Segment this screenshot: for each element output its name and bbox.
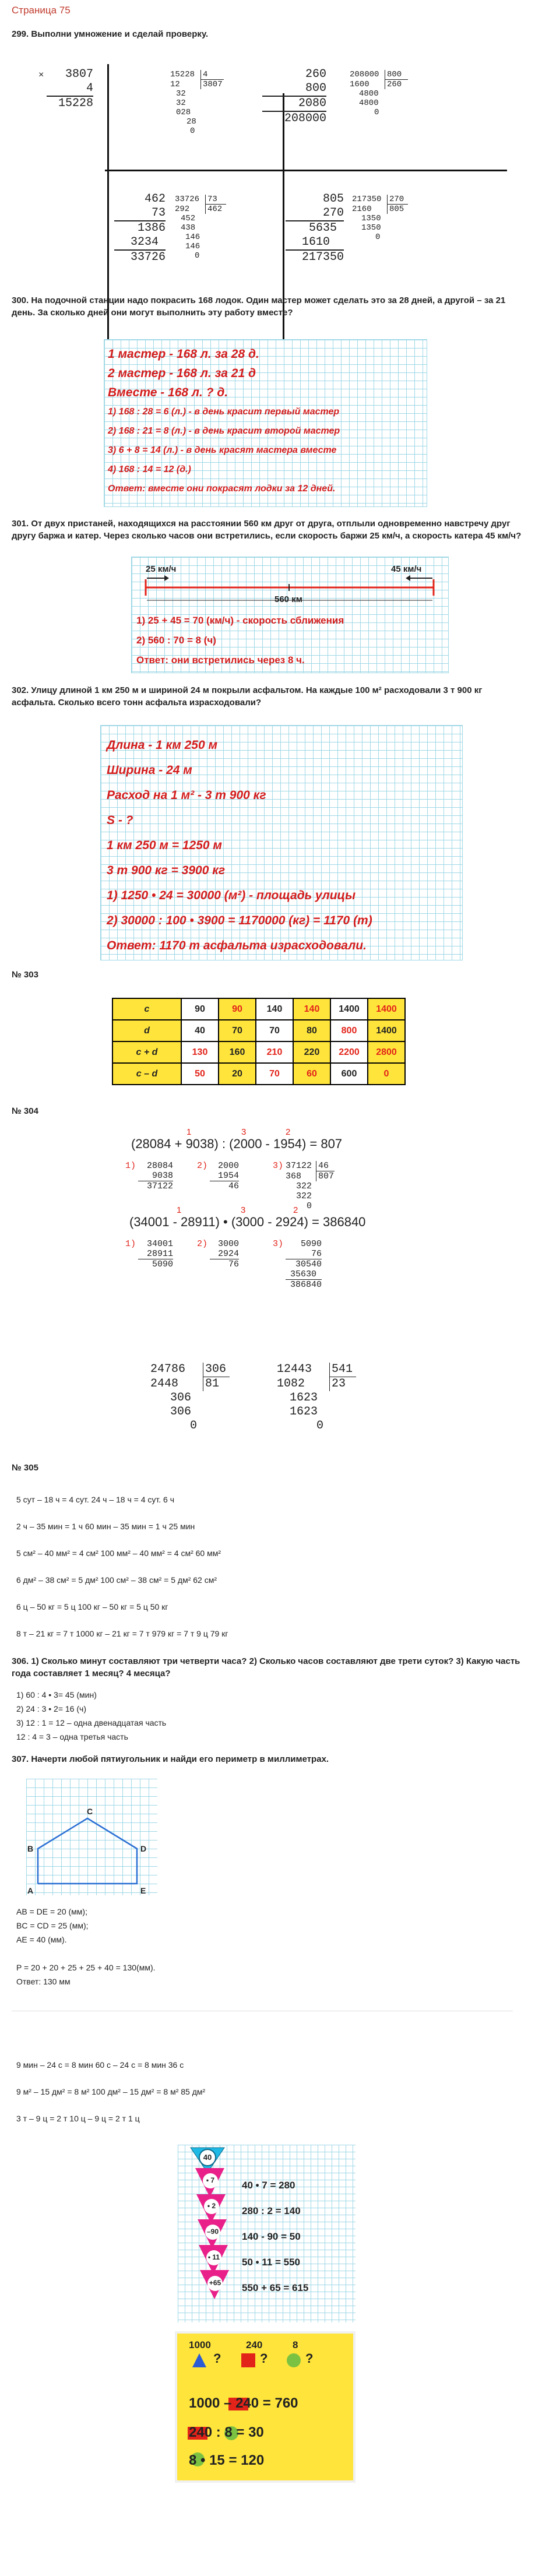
line: Ответ: они встретились через 8 ч. [136, 654, 305, 666]
cell: 1400 [330, 998, 368, 1020]
step: 306 [170, 1405, 192, 1419]
line: Вместе - 168 л. ? д. [108, 386, 228, 399]
vertex-label: A [27, 1886, 34, 1895]
step: 1623 [290, 1405, 318, 1419]
factor-a: 462 [144, 192, 166, 206]
term: 2000 [218, 1161, 240, 1171]
quotient: 260 [385, 80, 402, 89]
product: 15228 [58, 97, 93, 110]
calc-2a [125, 1239, 173, 1269]
cell: 600 [330, 1063, 368, 1085]
chain-op: –90 [206, 2227, 219, 2236]
cell: 130 [181, 1041, 219, 1063]
result: 5090 [152, 1259, 174, 1269]
product: 33726 [114, 249, 166, 265]
chain-results [242, 2173, 308, 2301]
line: Ответ: 1170 т асфальта израсходовали. [107, 939, 367, 952]
solution-lines [104, 340, 427, 503]
calc-1a [125, 1161, 173, 1191]
task-302-header: 302. Улицу длиной 1 км 250 м и шириной 24 м покрыли асфальтом. На каждые 100 м² расходовали 3 т 900 кг асфальта. Сколько всего тонн асфальта израсходовали? [12, 685, 483, 708]
factor-b: 4 [47, 82, 93, 97]
task-302-solution [100, 725, 463, 960]
quotient: 805 [387, 205, 404, 214]
top-value: 8 [293, 2339, 298, 2350]
result: 76 [228, 1259, 240, 1269]
calc-1b [197, 1161, 239, 1191]
term: 1954 [210, 1171, 239, 1181]
pentagon-figure [26, 1779, 157, 1895]
task-301-header: 301. От двух пристаней, находящихся на расстоянии 560 км друг от друга, отплыли одновременно навстречу друг другу баржа и катер. Через сколько часов они встретились, если скорость баржи 25 км/ч, а скорость катера 45 км/ч? [12, 519, 522, 541]
order-mark: 3 [241, 1205, 246, 1215]
step: 2160 [352, 205, 372, 214]
task-304-header: № 304 [12, 1106, 38, 1116]
chain-op: +65 [209, 2279, 221, 2287]
step-index: 1) [125, 1161, 136, 1171]
quotient: 81 [203, 1377, 219, 1391]
top-value: 1000 [189, 2339, 211, 2350]
line: 2) 168 : 21 = 8 (л.) - в день красит второй мастер [108, 426, 340, 436]
task-305-header: № 305 [12, 1463, 38, 1473]
divisor: 46 [316, 1161, 335, 1171]
div-5 [150, 1363, 230, 1433]
line: 140 - 90 = 50 [242, 2231, 301, 2242]
line: 1 мастер - 168 л. за 28 д. [108, 347, 259, 361]
step: 1350 [361, 223, 381, 233]
expression-2: (34001 - 28911) • (3000 - 2924) = 386840 [129, 1215, 366, 1229]
step: 146 [185, 233, 200, 242]
cell: 50 [181, 1063, 219, 1085]
term: 2924 [210, 1249, 239, 1259]
partial: 35630 [286, 1269, 322, 1280]
line: 1 км 250 м = 1250 м [107, 839, 222, 852]
partial: 3234 [130, 235, 159, 249]
task-300-solution [104, 339, 427, 507]
line: 550 + 65 = 615 [242, 2282, 309, 2293]
dividend: 37122 [286, 1161, 312, 1171]
partial: 1386 [137, 221, 166, 235]
step-index: 3) [273, 1161, 284, 1171]
chain-op: • 2 [207, 2202, 216, 2210]
cell: 1400 [368, 1020, 405, 1041]
factor-b: 270 [286, 206, 344, 221]
result: 37122 [147, 1181, 174, 1191]
order-mark: 2 [286, 1127, 291, 1137]
cell: 800 [330, 1020, 368, 1041]
step-index: 2) [197, 1161, 208, 1171]
row-label: c [112, 998, 181, 1020]
term: 28084 [147, 1161, 174, 1171]
distance-label: 560 км [274, 594, 302, 604]
product: 217350 [286, 249, 344, 265]
step: 1623 [290, 1391, 318, 1405]
factor-b: 800 [262, 82, 326, 97]
mult-2 [262, 68, 326, 126]
cell: 2800 [368, 1041, 405, 1063]
symbol-puzzle [175, 2331, 356, 2483]
line: 2) 30000 : 100 • 3900 = 1170000 (кг) = 1170 (т) [107, 914, 372, 927]
cell: 140 [293, 998, 330, 1020]
mult-1 [47, 68, 93, 111]
line: 9 мин – 24 с = 8 мин 60 с – 24 с = 8 мин 36 с [16, 2060, 184, 2070]
step: 322 [296, 1181, 312, 1191]
step: 0 [307, 1201, 312, 1211]
partial: 30540 [295, 1259, 322, 1269]
vertex-label: E [140, 1886, 146, 1895]
step: 32 [176, 89, 186, 98]
partial: 1610 [301, 235, 330, 249]
term: 28911 [138, 1249, 173, 1259]
line: 1) 60 : 4 • 3= 45 (мин) [16, 1690, 97, 1699]
partial: 5635 [308, 221, 337, 235]
task-307-lines [16, 1905, 156, 1989]
divisor: 800 [385, 70, 408, 80]
line: Расход на 1 м² - 3 т 900 кг [107, 789, 266, 802]
cell: 2200 [330, 1041, 368, 1063]
step: 0 [374, 108, 379, 117]
step-index: 1) [125, 1239, 136, 1249]
task-306-header: 306. 1) Сколько минут составляют три четверти часа? 2) Сколько часов составляют две трети суток? 3) Какую часть года составляет 1 месяц? 4 месяца? [12, 1656, 520, 1678]
line: 5 см² – 40 мм² = 4 см² 100 мм² – 40 мм² = 4 см² 60 мм² [16, 1549, 221, 1558]
line: 2) 24 : 3 • 2= 16 (ч) [16, 1704, 86, 1713]
pentagon-drawing [26, 1779, 157, 1895]
cell: 20 [219, 1063, 256, 1085]
line: 1) 1250 • 24 = 30000 (м²) - площадь улицы [107, 889, 356, 902]
cell: 0 [368, 1063, 405, 1085]
line: 8 т – 21 кг = 7 т 1000 кг – 21 кг = 7 т 979 кг = 7 т 9 ц 79 кг [16, 1629, 228, 1638]
step: 32 [176, 98, 186, 108]
task-303-header: № 303 [12, 970, 38, 980]
cell: 220 [293, 1041, 330, 1063]
table-303 [112, 998, 406, 1085]
step: 368 [286, 1171, 302, 1181]
line: 2 ч – 35 мин = 1 ч 60 мин – 35 мин = 1 ч 25 мин [16, 1522, 195, 1531]
line: Ответ: 130 мм [16, 1977, 71, 1986]
line: 280 : 2 = 140 [242, 2205, 301, 2216]
cell: 160 [219, 1041, 256, 1063]
step: 438 [181, 223, 196, 233]
line: Длина - 1 км 250 м [107, 738, 218, 752]
product: 208000 [262, 111, 326, 126]
line: P = 20 + 20 + 25 + 25 + 40 = 130(мм). [16, 1963, 156, 1972]
page-title: Страница 75 [12, 5, 71, 16]
term: 76 [286, 1249, 322, 1259]
table-row [112, 1041, 405, 1063]
step: 0 [195, 251, 200, 261]
task-300-header: 300. На подочной станции надо покрасить 168 лодок. Один мастер может сделать это за 28 дней, а другой – за 21 день. За сколько дней они могут выполнить эту работу вместе? [12, 295, 506, 318]
task-305-lines [16, 1486, 228, 1647]
question-mark: ? [305, 2351, 314, 2366]
table-row [112, 1063, 405, 1085]
vertex-label: D [140, 1844, 147, 1853]
question-mark: ? [213, 2351, 221, 2366]
table-row [112, 998, 405, 1020]
line: 3 т – 9 ц = 2 т 10 ц – 9 ц = 2 т 1 ц [16, 2114, 140, 2123]
step: 306 [170, 1391, 192, 1405]
dividend: 217350 [352, 195, 382, 204]
cell: 140 [256, 998, 293, 1020]
line: S - ? [107, 814, 133, 827]
calc-2b [197, 1239, 239, 1269]
line: Ширина - 24 м [107, 763, 192, 777]
step: 0 [316, 1419, 324, 1433]
cell: 70 [256, 1020, 293, 1041]
divisor: 4 [200, 70, 224, 80]
factor-b: 73 [114, 206, 166, 221]
top-value: 240 [246, 2339, 263, 2350]
puzzle-row: 1000 – 240 = 760 [189, 2395, 298, 2411]
step-index: 3) [273, 1239, 284, 1249]
dividend: 208000 [350, 70, 379, 79]
step: 2448 [150, 1377, 179, 1391]
line: 40 • 7 = 280 [242, 2180, 295, 2191]
div-2 [350, 70, 408, 117]
vertex-label: C [87, 1807, 93, 1816]
step: 0 [190, 126, 195, 136]
step: 0 [375, 233, 381, 242]
line: 3) 12 : 1 = 12 – одна двенадцатая часть [16, 1718, 167, 1727]
step: 452 [181, 214, 196, 223]
step: 12 [170, 80, 180, 89]
speed-label-1: 25 км/ч [146, 564, 177, 574]
step: 4800 [359, 89, 379, 98]
step: 028 [176, 108, 191, 117]
cell: 90 [181, 998, 219, 1020]
term: 9038 [138, 1171, 173, 1181]
quotient: 462 [205, 205, 222, 214]
extra-lines [16, 2051, 205, 2132]
line: 6 дм² – 38 см² = 5 дм² 100 см² – 38 см² = 5 дм² 62 см² [16, 1575, 217, 1585]
expression-1: (28084 + 9038) : (2000 - 1954) = 807 [131, 1136, 343, 1151]
chain-start: 40 [203, 2153, 212, 2162]
div-4 [352, 195, 408, 242]
cell: 70 [256, 1063, 293, 1085]
div-1 [170, 70, 224, 136]
partial: 2080 [298, 97, 326, 110]
order-mark: 2 [293, 1205, 298, 1215]
div-6 [277, 1363, 356, 1433]
line: 12 : 4 = 3 – одна третья часть [16, 1732, 128, 1741]
step: 4800 [359, 98, 379, 108]
calc-1c [273, 1161, 335, 1211]
cell: 60 [293, 1063, 330, 1085]
div-3 [175, 195, 226, 261]
dividend: 33726 [175, 195, 200, 204]
divisor: 306 [203, 1363, 230, 1377]
line: 2) 560 : 70 = 8 (ч) [136, 635, 216, 646]
line [16, 1947, 156, 1961]
order-mark: 1 [177, 1205, 182, 1215]
horizontal-divider [105, 170, 507, 171]
step: 146 [185, 242, 200, 251]
row-label: c – d [112, 1063, 181, 1085]
step: 292 [175, 205, 190, 214]
divisor: 270 [387, 195, 408, 205]
chain-op: • 7 [206, 2176, 215, 2184]
step: 1600 [350, 80, 369, 89]
cell: 90 [219, 998, 256, 1020]
cell: 40 [181, 1020, 219, 1041]
order-mark: 3 [241, 1127, 247, 1137]
step: 1350 [361, 214, 381, 223]
task-301-solution [131, 557, 449, 673]
chain-exercise [178, 2145, 356, 2322]
line: 3 т 900 кг = 3900 кг [107, 864, 226, 877]
task-306-lines [16, 1688, 166, 1744]
line: 6 ц – 50 кг = 5 ц 100 кг – 50 кг = 5 ц 50 кг [16, 1602, 168, 1611]
step: 0 [190, 1419, 198, 1433]
mult-4 [286, 192, 344, 265]
puzzle-row: 8 • 15 = 120 [189, 2452, 265, 2468]
times-sign: × [38, 70, 44, 80]
line: BC = CD = 25 (мм); [16, 1921, 89, 1930]
speed-label-2: 45 км/ч [391, 564, 422, 574]
line: 50 • 11 = 550 [242, 2257, 301, 2268]
result: 386840 [290, 1280, 322, 1290]
term: 34001 [147, 1239, 174, 1249]
result: 46 [228, 1181, 240, 1191]
step-index: 2) [197, 1239, 208, 1249]
cell: 70 [219, 1020, 256, 1041]
divisor: 73 [205, 195, 226, 205]
cell: 1400 [368, 998, 405, 1020]
factor-a: 3807 [65, 68, 93, 81]
task-307-header: 307. Начерти любой пятиугольник и найди его периметр в миллиметрах. [12, 1754, 329, 1764]
dividend: 12443 [277, 1363, 312, 1376]
line: 3) 6 + 8 = 14 (л.) - в день красят мастера вместе [108, 445, 337, 455]
quotient: 23 [329, 1377, 346, 1391]
term: 3000 [218, 1239, 240, 1249]
cell: 210 [256, 1041, 293, 1063]
line: 1) 168 : 28 = 6 (л.) - в день красит первый мастер [108, 407, 340, 417]
line: 4) 168 : 14 = 12 (д.) [108, 464, 191, 474]
term: 5090 [301, 1239, 322, 1249]
step: 1082 [277, 1377, 305, 1391]
divisor: 541 [329, 1363, 356, 1377]
dividend: 24786 [150, 1363, 186, 1376]
order-mark: 1 [186, 1127, 192, 1137]
calc-2c [273, 1239, 322, 1290]
line: 9 м² – 15 дм² = 8 м² 100 дм² – 15 дм² = 8 м² 85 дм² [16, 2087, 206, 2096]
factor-a: 805 [322, 192, 344, 206]
table-row [112, 1020, 405, 1041]
vertex-label: B [27, 1844, 34, 1853]
mult-3 [114, 192, 166, 265]
vertical-divider-2 [283, 93, 284, 361]
line: AB = DE = 20 (мм); [16, 1907, 87, 1916]
step: 322 [296, 1191, 312, 1201]
line: 2 мастер - 168 л. за 21 д [108, 367, 256, 380]
line: Ответ: вместе они покрасят лодки за 12 дней. [108, 484, 336, 494]
quotient: 3807 [200, 80, 223, 89]
row-label: c + d [112, 1041, 181, 1063]
dividend: 15228 [170, 70, 195, 79]
question-mark: ? [260, 2351, 268, 2366]
chain-op: • 11 [207, 2253, 220, 2261]
task-299-header: 299. Выполни умножение и сделай проверку. [12, 29, 209, 39]
cell: 80 [293, 1020, 330, 1041]
line: 1) 25 + 45 = 70 (км/ч) - скорость сближения [136, 615, 344, 626]
factor-a: 260 [305, 68, 326, 81]
quotient: 807 [316, 1171, 334, 1181]
row-label: d [112, 1020, 181, 1041]
line: AE = 40 (мм). [16, 1935, 67, 1944]
step: 28 [186, 117, 196, 126]
line: 5 сут – 18 ч = 4 сут. 24 ч – 18 ч = 4 сут. 6 ч [16, 1495, 174, 1504]
puzzle-row: 240 : 8 = 30 [189, 2424, 264, 2440]
